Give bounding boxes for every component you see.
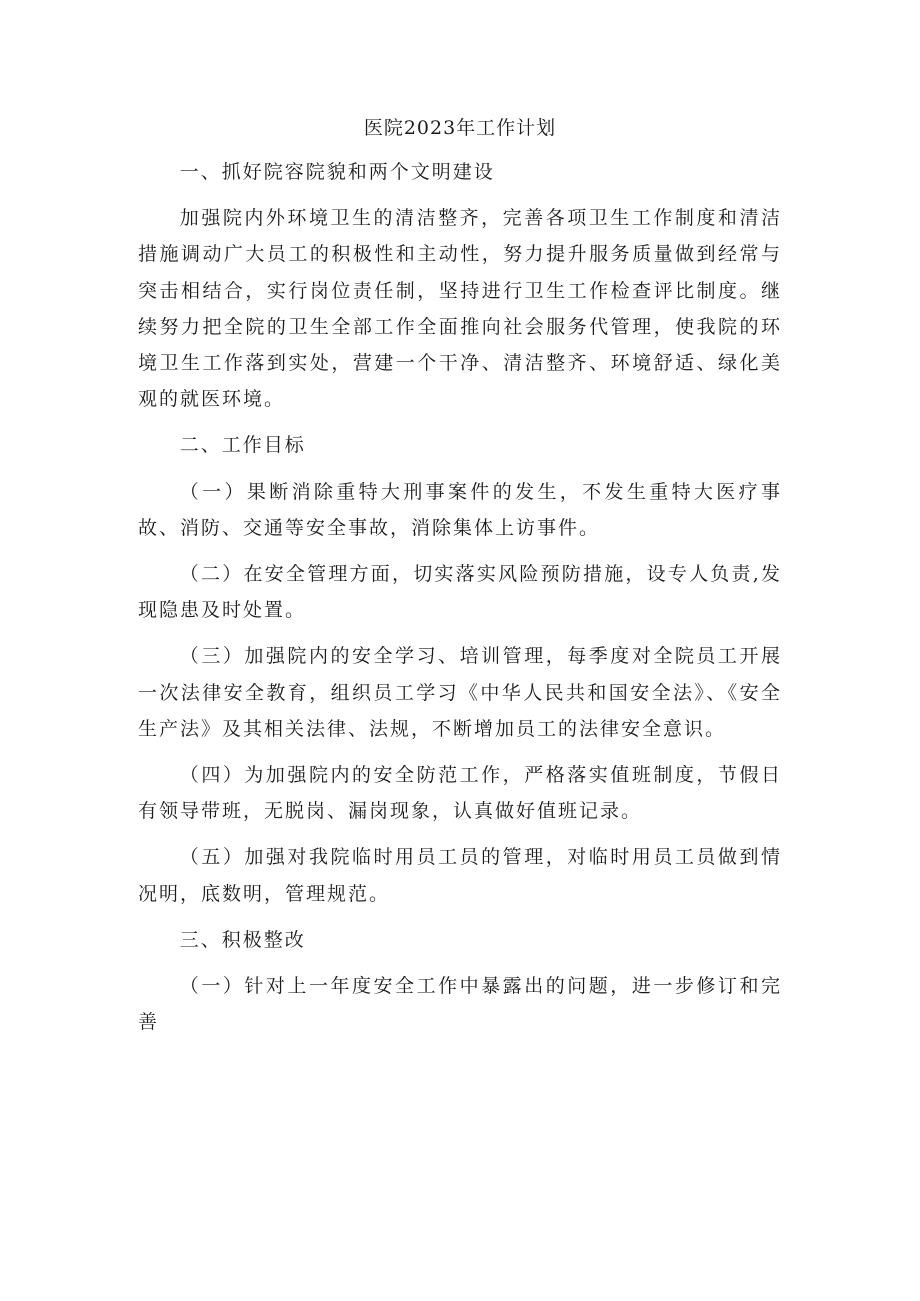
body-paragraph: 加强院内外环境卫生的清洁整齐，完善各项卫生工作制度和清洁措施调动广大员工的积极性和主动性，努力提升服务质量做到经常与突击相结合，实行岗位责任制，坚持进行卫生工作检查评比制度。继续努力把全院的卫生全部工作全面推向社会服务代管理，使我院的环境卫生工作落到实处，营建一个干净、清洁整齐、环境舒适、绿化美观的就医环境。 <box>138 207 782 411</box>
section-heading: 三、积极整改 <box>179 928 306 951</box>
section-heading: 二、工作目标 <box>179 434 306 457</box>
document-body <box>138 154 782 1040</box>
body-paragraph: （一）针对上一年度安全工作中暴露出的问题，进一步修订和完善 <box>138 975 782 1034</box>
body-paragraph: （四）为加强院内的安全防范工作，严格落实值班制度，节假日有领导带班，无脱岗、漏岗现象，认真做好值班记录。 <box>138 764 782 823</box>
body-paragraph: （五）加强对我院临时用员工员的管理，对临时用员工员做到情况明，底数明，管理规范。 <box>138 846 782 905</box>
document-title: 医院2023年工作计划 <box>363 117 557 139</box>
body-paragraph: （二）在安全管理方面，切实落实风险预防措施，设专人负责,发现隐患及时处置。 <box>138 563 782 622</box>
body-paragraph: （三）加强院内的安全学习、培训管理，每季度对全院员工开展一次法律安全教育，组织员工学习《中华人民共和国安全法》、《安全生产法》及其相关法律、法规，不断增加员工的法律安全意识。 <box>138 645 782 740</box>
section-heading: 一、抓好院容院貌和两个文明建设 <box>179 161 495 183</box>
body-paragraph: （一）果断消除重特大刑事案件的发生，不发生重特大医疗事故、消防、交通等安全事故，消除集体上访事件。 <box>138 480 782 539</box>
